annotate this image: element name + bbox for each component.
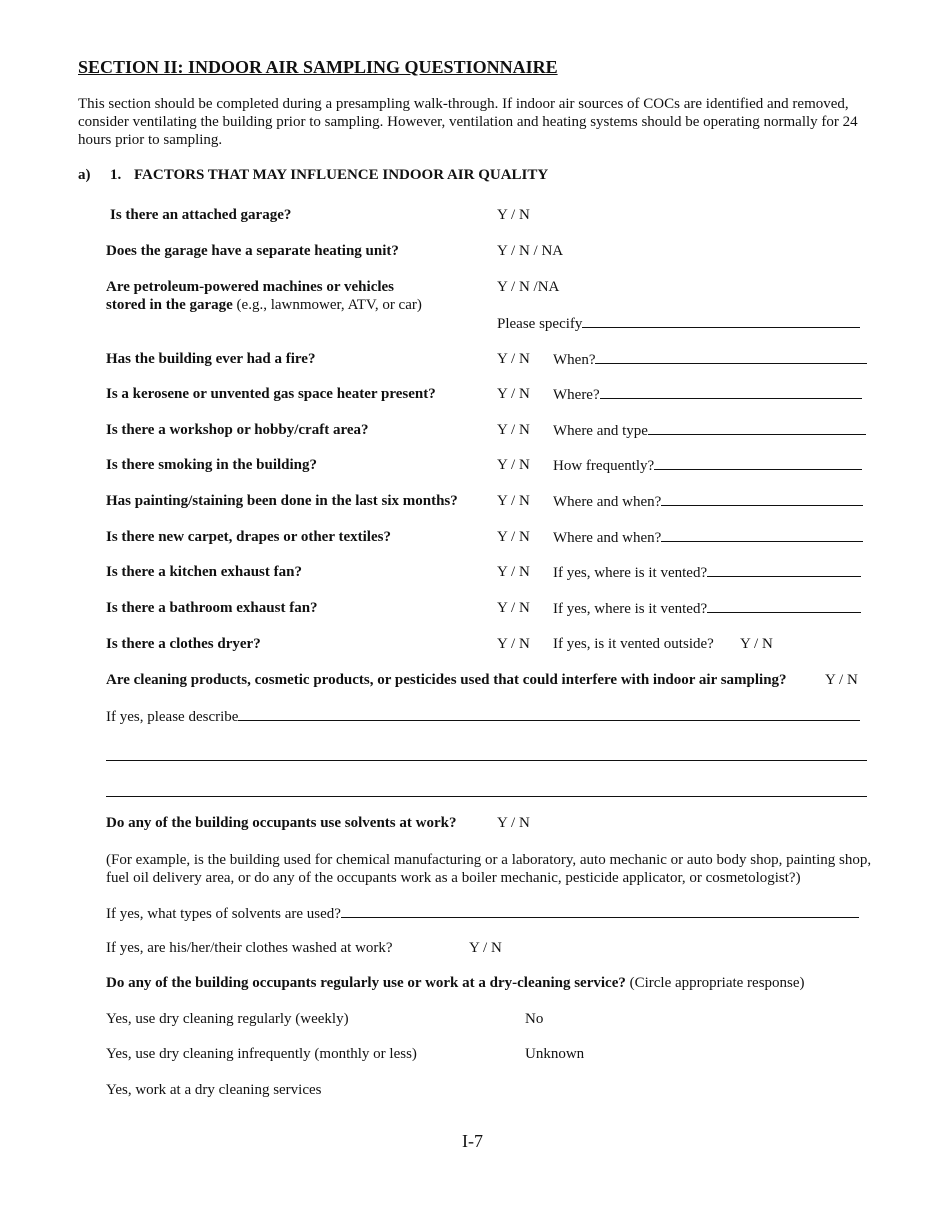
clothes-washed-label: If yes, are his/her/their clothes washed at work? (106, 940, 393, 956)
blank-line[interactable] (661, 493, 863, 506)
answer-garage-heating[interactable]: Y / N / NA (497, 243, 564, 259)
followup-label: When? (553, 352, 596, 368)
followup-heater-where[interactable] (553, 386, 862, 404)
subsection-heading: FACTORS THAT MAY INFLUENCE INDOOR AIR QUALITY (134, 167, 549, 183)
dry-cleaning-question-text: Do any of the building occupants regularly use or work at a dry-cleaning service? (106, 975, 626, 991)
describe-line-2[interactable] (106, 760, 867, 761)
solvents-example: (For example, is the building used for chemical manufacturing or a laboratory, auto mechanic or auto body shop, painting shop, fuel oil delivery area, or do any of the occupants work as a boiler mechanic, pesticide applicator, or cosmetologist?) (106, 852, 872, 886)
answer-kitchen-fan[interactable]: Y / N (497, 564, 530, 580)
blank-line[interactable] (341, 905, 859, 918)
blank-line[interactable] (654, 457, 862, 470)
answer-dryer-vented[interactable]: Y / N (740, 636, 773, 652)
answer-attached-garage[interactable]: Y / N (497, 207, 530, 223)
blank-line[interactable] (661, 529, 863, 542)
answer-clothes-dryer[interactable]: Y / N (497, 636, 530, 652)
followup-kitchen-vented[interactable] (553, 564, 861, 582)
question-kerosene-heater: Is a kerosene or unvented gas space heater present? (106, 386, 436, 402)
question-solvents-at-work: Do any of the building occupants use solvents at work? (106, 815, 457, 831)
followup-smoking-frequency[interactable] (553, 457, 862, 475)
followup-label: Where and type (553, 423, 648, 439)
followup-petroleum-specify[interactable] (497, 315, 860, 333)
followup-label: Where and when? (553, 530, 662, 546)
option-work-at-dry-cleaner[interactable]: Yes, work at a dry cleaning services (106, 1082, 322, 1098)
blank-line[interactable] (600, 386, 862, 399)
answer-solvents-at-work[interactable]: Y / N (497, 815, 530, 831)
question-attached-garage: Is there an attached garage? (110, 207, 292, 223)
followup-fire-when[interactable] (553, 351, 867, 369)
answer-petroleum-machines[interactable]: Y / N /NA (497, 279, 560, 295)
question-smoking: Is there smoking in the building? (106, 457, 318, 473)
question-clothes-dryer: Is there a clothes dryer? (106, 636, 261, 652)
blank-line[interactable] (582, 315, 860, 328)
section-title: SECTION II: INDOOR AIR SAMPLING QUESTIONNAIRE (78, 57, 558, 77)
question-petroleum-stored: stored in the garage (106, 297, 233, 313)
subsection-letter: a) (78, 167, 91, 183)
blank-line[interactable] (595, 351, 867, 364)
followup-label: Where? (553, 387, 600, 403)
followup-bathroom-vented[interactable] (553, 600, 861, 618)
answer-painting[interactable]: Y / N (497, 493, 530, 509)
page-number: I-7 (462, 1131, 483, 1151)
blank-line[interactable] (238, 708, 860, 721)
blank-line[interactable] (648, 422, 866, 435)
dry-cleaning-note: (Circle appropriate response) (625, 975, 805, 991)
subsection-number: 1. (110, 167, 122, 183)
answer-kerosene-heater[interactable]: Y / N (497, 386, 530, 402)
question-petroleum-examples: (e.g., lawnmower, ATV, or car) (232, 297, 422, 313)
describe-line-3[interactable] (106, 796, 867, 797)
option-infrequent[interactable]: Yes, use dry cleaning infrequently (monthly or less) (106, 1046, 417, 1062)
question-cleaning-products: Are cleaning products, cosmetic products, or pesticides used that could interfere with indoor air sampling? (106, 672, 787, 688)
option-unknown[interactable]: Unknown (525, 1046, 585, 1062)
question-new-carpet: Is there new carpet, drapes or other textiles? (106, 529, 391, 545)
question-kitchen-fan: Is there a kitchen exhaust fan? (106, 564, 302, 580)
answer-cleaning-products[interactable]: Y / N (825, 672, 858, 688)
option-no[interactable]: No (525, 1011, 544, 1027)
followup-painting-when[interactable] (553, 493, 863, 511)
followup-label: If yes, where is it vented? (553, 565, 708, 581)
blank-line[interactable] (707, 600, 861, 613)
solvents-types-field[interactable] (106, 905, 859, 923)
question-garage-heating: Does the garage have a separate heating unit? (106, 243, 399, 259)
question-bathroom-fan: Is there a bathroom exhaust fan? (106, 600, 318, 616)
intro-paragraph: This section should be completed during a presampling walk-through. If indoor air sources of COCs are identified and removed, consider ventilating the building prior to sampling. However, ventilation and heating systems should be operating normally for 24 hours prior to sampling. (78, 96, 858, 148)
question-painting: Has painting/staining been done in the last six months? (106, 493, 458, 509)
answer-workshop[interactable]: Y / N (497, 422, 530, 438)
answer-bathroom-fan[interactable]: Y / N (497, 600, 530, 616)
answer-clothes-washed[interactable]: Y / N (469, 940, 502, 956)
followup-label: Where and when? (553, 494, 662, 510)
question-petroleum-machines-line2 (106, 297, 422, 314)
question-dry-cleaning (106, 975, 805, 992)
question-building-fire: Has the building ever had a fire? (106, 351, 316, 367)
blank-line[interactable] (707, 564, 861, 577)
followup-label: If yes, please describe (106, 709, 239, 725)
followup-label: How frequently? (553, 458, 655, 474)
followup-label: Please specify (497, 316, 583, 332)
followup-label: If yes, where is it vented? (553, 601, 708, 617)
answer-building-fire[interactable]: Y / N (497, 351, 530, 367)
question-workshop: Is there a workshop or hobby/craft area? (106, 422, 369, 438)
question-petroleum-machines: Are petroleum-powered machines or vehicles (106, 279, 395, 295)
answer-smoking[interactable]: Y / N (497, 457, 530, 473)
cleaning-describe-field[interactable] (106, 708, 860, 726)
option-weekly[interactable]: Yes, use dry cleaning regularly (weekly) (106, 1011, 349, 1027)
followup-dryer-vented: If yes, is it vented outside? (553, 636, 714, 652)
followup-label: If yes, what types of solvents are used? (106, 906, 341, 922)
followup-carpet-when[interactable] (553, 529, 863, 547)
followup-workshop-where[interactable] (553, 422, 866, 440)
answer-new-carpet[interactable]: Y / N (497, 529, 530, 545)
